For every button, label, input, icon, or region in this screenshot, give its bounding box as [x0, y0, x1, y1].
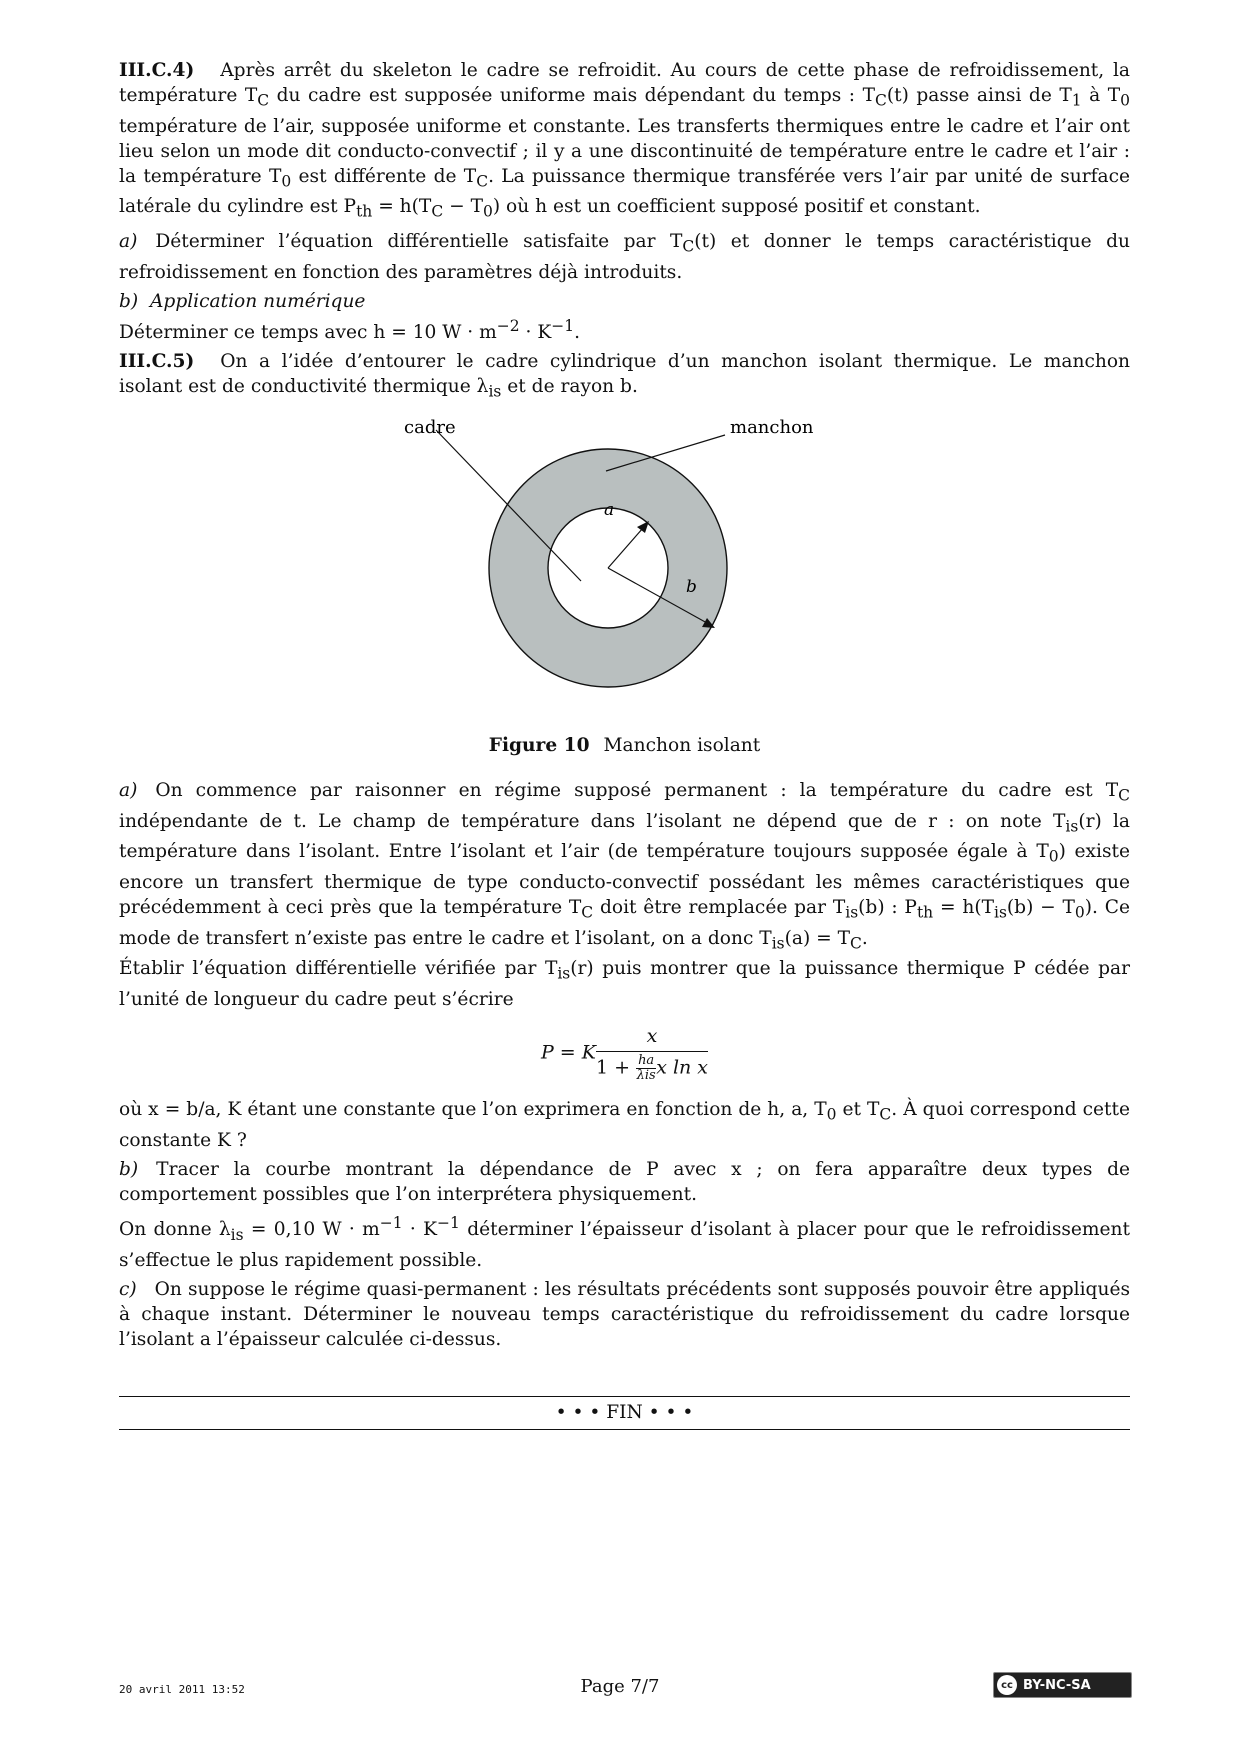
page-number: Page 7/7: [580, 1676, 660, 1697]
question-5a-constant: où x = b/a, K étant une constante que l’on exprimera en fonction de h, a, $T_0$ et $T_C$. À quoi correspond cette constante K ?: [119, 1099, 1130, 1151]
manchon-diagram: [119, 411, 1130, 731]
question-5c: c) On suppose le régime quasi-permanent : les résultats précédents sont supposés pouvoir être appliqués à chaque instant. Déterminer le nouveau temps caractéristique du refroidissement du cadre lorsque l’isolant a l’épaisseur calculée ci-dessus.: [119, 1278, 1130, 1350]
question-5a: a) On commence par raisonner en régime supposé permanent : la température du cadre est $T_C$ indépendante de t. Le champ de température dans l’isolant ne dépend que de r : on note $T_{is}(r)$ la température dans l’isolant. Entre l’isolant et l’air (de température toujours supposée égale à $T_0$) existe encore un transfert thermique de type conducto-convectif possédant les mêmes caractéristiques que précédemment à ceci près que la température $T_C$ doit être remplacée par $T_{is}(b)$ : $P_{th} = h(T_{is}(b) - T_0)$. Ce mode de transfert n’existe pas entre le cadre et l’isolant, on a donc $T_{is}(a) = T_C$.: [119, 779, 1130, 953]
label-cadre: cadre: [404, 416, 456, 438]
question-5b-data: On donne $\lambda_{is} = 0,10$ $W \cdot m^{-1} \cdot K^{-1}$ déterminer l’épaisseur d’isolant à placer pour que le refroidissement s’effectue le plus rapidement possible.: [119, 1213, 1131, 1271]
question-4b-text: Déterminer ce temps avec h = 10 $W \cdot m^{-2} \cdot K^{-1}$.: [119, 316, 581, 344]
figure-caption: Figure 10 Manchon isolant: [488, 734, 761, 756]
question-4a: a) Déterminer l’équation différentielle satisfaite par $T_C(t)$ et donner le temps caractéristique du refroidissement en fonction des paramètres déjà introduits.: [119, 231, 1130, 283]
formula-P: P = K x 1 + $\frac{ha}{\text{λis}}x$ ln x: [540, 1025, 709, 1084]
formula-fraction: x 1 + $\frac{ha}{\text{λis}}x$ ln x: [595, 1025, 709, 1084]
label-manchon: manchon: [730, 416, 814, 438]
footer-date: 20 avril 2011 13:52: [119, 1683, 245, 1696]
label-a: a: [604, 499, 615, 520]
fin-marker: • • • FIN • • •: [555, 1401, 694, 1423]
figure-10: [119, 411, 1130, 731]
question-5b: b) Tracer la courbe montrant la dépendance de P avec x ; on fera apparaître deux types de comportement possibles que l’on interprétera physiquement.: [119, 1158, 1130, 1205]
section-III-C-5: III.C.5) On a l’idée d’entourer le cadre cylindrique d’un manchon isolant thermique. Le manchon isolant est de conductivité thermique $\lambda_{is}$ et de rayon b.: [119, 351, 1130, 401]
question-5a-task: Établir l’équation différentielle vérifiée par $T_{is}(r)$ puis montrer que la puissance thermique P cédée par l’unité de longueur du cadre peut s’écrire: [119, 958, 1130, 1011]
cc-icon: cc: [997, 1675, 1017, 1695]
section-III-C-4: III.C.4) Après arrêt du skeleton le cadre se refroidit. Au cours de cette phase de refroidissement, la température $T_C$ du cadre est supposée uniforme mais dépendant du temps : $T_C(t)$ passe ainsi de $T_1$ à $T_0$ température de l’air, supposée uniforme et constante. Les transferts thermiques entre le cadre et l’air ont lieu selon un mode dit conducto-convectif ; il y a une discontinuité de température entre le cadre et l’air : la température $T_0$ est différente de $T_C$. La puissance thermique transférée vers l’air par unité de surface latérale du cylindre est $P_{th} = h(T_C - T_0)$ où h est un coefficient supposé positif et constant.: [119, 60, 1131, 222]
label-b: b: [686, 576, 697, 597]
fin-rule-bottom: [119, 1429, 1130, 1430]
page-content: [119, 58, 1130, 1430]
license-label: BY-NC-SA: [1023, 1677, 1091, 1693]
cc-license-badge: [993, 1672, 1132, 1698]
formula-small-fraction: $\frac{ha}{\text{λis}}$: [636, 1053, 656, 1084]
question-4b-title: b) Application numérique: [119, 290, 366, 312]
section-label: III.C.4): [119, 60, 195, 81]
